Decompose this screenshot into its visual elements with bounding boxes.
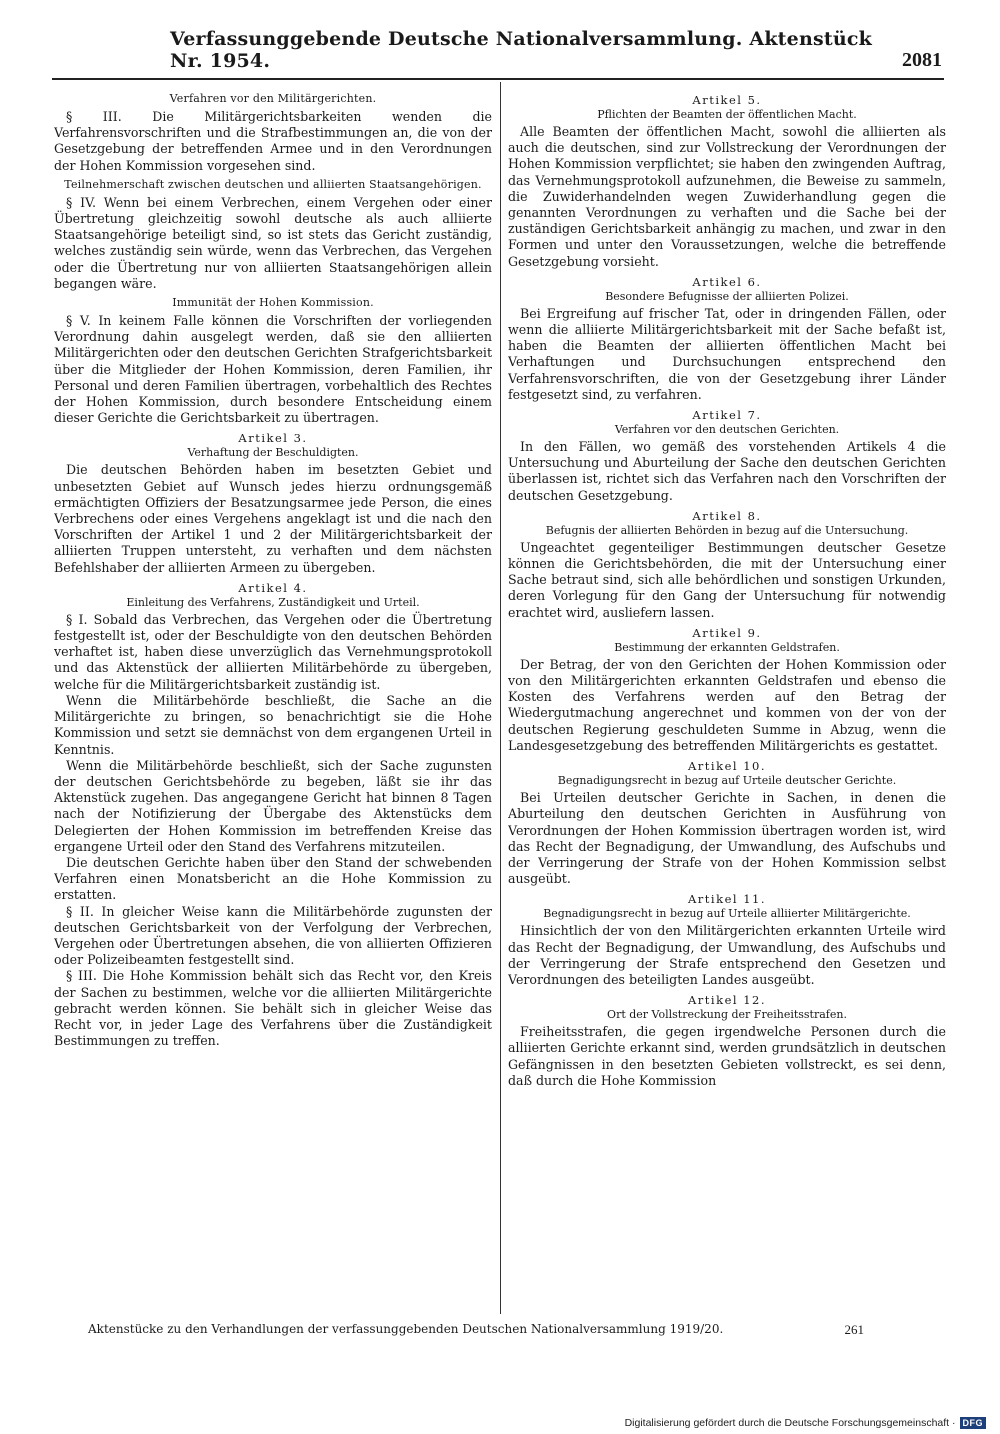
article-heading: Artikel 11. — [688, 892, 766, 907]
credit-text: Digitalisierung gefördert durch die Deutsche Forschungsgemeinschaft · — [624, 1417, 956, 1429]
article-heading: Artikel 5. — [692, 93, 762, 107]
paragraph: Wenn die Militärbehörde beschließt, die Sache an die Militärgerichte zu bringen, so benachrichtigt sie die Hohe Kommission und setzt sie demnächst von dem ergangenen Urteil in Kenntnis. — [54, 692, 492, 757]
paragraph: § V. In keinem Falle können die Vorschriften der vorliegenden Verordnung dahin ausgelegt werden, daß sie den alliierten Militärgerichten oder den deutschen Gerichten Strafgerichtsbarkeit über die Mitglieder der Hohen Kommission, deren Familien, ihr Personal und deren Familien übertragen, vorbehaltlich des Rechtes der Hohen Kommission, durch besondere Entscheidung einem dieser Gerichte die Gerichtsbarkeit zu übertragen. — [54, 313, 492, 426]
paragraph: Freiheitsstrafen, die gegen irgendwelche Personen durch die alliierten Gerichte erkannt sind, werden grundsätzlich in deutschen Gefängnissen in den besetzten Gebieten vollstreckt, es sei denn, daß durch die Hohe Kommission — [508, 1024, 946, 1088]
paragraph: Alle Beamten der öffentlichen Macht, sowohl die alliierten als auch die deutschen, sind zur Vollstreckung der Verordnungen der Hohen Kommission verpflichtet; sie haben den zwingenden Auftrag, das Vernehmungsprotokoll aufzunehmen, die Beweise zu sammeln, die Zuwiderhandelnden wegen Zuwiderhandlung gegen die genannten Verordnungen zu verhaften und die Sache bei der zuständigen Gerichtsbarkeit anhängig zu machen, und zwar in den Formen und unter den Voraussetzungen, welche die betreffende Gesetzgebung vorsieht. — [508, 124, 946, 269]
article-heading: Artikel 3. — [238, 431, 308, 446]
article-subheading: Begnadigungsrecht in bezug auf Urteile deutscher Gerichte. — [557, 774, 897, 788]
article-subheading: Verfahren vor den deutschen Gerichten. — [614, 423, 840, 437]
paragraph: Der Betrag, der von den Gerichten der Hohen Kommission oder von den Militärgerichten erkannten Geldstrafen und ebenso die Kosten des Verfahrens werden auf den Betrag der Wiedergutmachung angerechnet und kommen von der von der deutschen Regierung geschuldeten Summe in Abzug, wenn die Landesgesetzgebung des betreffenden Militärgerichts es gestattet. — [508, 656, 946, 753]
article-heading: Artikel 10. — [688, 759, 766, 774]
article-subheading: Verhaftung der Beschuldigten. — [187, 446, 359, 460]
paragraph: In den Fällen, wo gemäß des vorstehenden Artikels 4 die Untersuchung und Aburteilung der Sache den deutschen Gerichten überlassen ist, richtet sich das Verfahren nach den Vorschriften der deutschen Gesetzgebung. — [508, 439, 946, 503]
footer-text: Aktenstücke zu den Verhandlungen der verfassunggebenden Deutschen Nationalversammlung 1919/20. — [88, 1322, 724, 1336]
paragraph: Hinsichtlich der von den Militärgerichten erkannten Urteile wird das Recht der Begnadigung, der Umwandlung, des Aufschubs und der Verringerung der Strafe entsprechend den Gesetzen und Verordnungen des beteiligten Landes ausgeübt. — [508, 923, 946, 987]
paragraph: Die deutschen Gerichte haben über den Stand der schwebenden Verfahren einen Monatsbericht an die Hohe Kommission zu erstatten. — [54, 854, 492, 903]
article-subheading: Befugnis der alliierten Behörden in bezug auf die Untersuchung. — [545, 523, 909, 537]
article-heading: Artikel 9. — [692, 625, 762, 640]
paragraph: § I. Sobald das Verbrechen, das Vergehen oder die Übertretung festgestellt ist, oder der Beschuldigte von den deutschen Behörden verhaftet ist, haben diese unverzüglich das Vernehmungsprotokoll und das Aktenstück der alliierten Militärbehörde zu übergeben, welche für die Militärgerichtsbarkeit zuständig ist. — [54, 611, 492, 692]
header-rule — [52, 78, 944, 80]
article-subheading: Einleitung des Verfahrens, Zuständigkeit und Urteil. — [126, 595, 420, 609]
article-heading: Artikel 8. — [692, 508, 762, 523]
digitization-credit — [625, 1416, 986, 1430]
paragraph: Bei Urteilen deutscher Gerichte in Sachen, in denen die Aburteilung den deutschen Gerichten in Ausführung von Verordnungen der Hohen Kommission übertragen worden ist, wird das Recht der Begnadigung, der Umwandlung, des Aufschubs und der Verringerung der Strafe von der Hohen Kommission selbst ausgeübt. — [508, 790, 946, 887]
article-subheading: Bestimmung der erkannten Geldstrafen. — [614, 640, 840, 654]
article-subheading: Begnadigungsrecht in bezug auf Urteile alliierter Militärgerichte. — [543, 907, 911, 921]
article-heading: Artikel 12. — [688, 993, 766, 1008]
paragraph: § III. Die Militärgerichtsbarkeiten wenden die Verfahrensvorschriften und die Strafbestimmungen an, die von der Gesetzgebung der betreffenden Armee und in den Verordnungen der Hohen Kommission vorgesehen sind. — [54, 109, 492, 173]
paragraph: Die deutschen Behörden haben im besetzten Gebiet und unbesetzten Gebiet auf Wunsch jedes hierzu ordnungsgemäß ermächtigten Offiziers der Besatzungsarmee jede Person, die eines Verbrechens oder eines Vergehens angeklagt ist und die nach den Vorschriften der Artikel 1 und 2 der Militärgerichtsbarkeit der alliierten Truppen untersteht, zu verhaften und dem nächsten Befehlshaber der alliierten Armeen zu übergeben. — [54, 462, 492, 575]
article-heading: Artikel 6. — [692, 274, 762, 289]
article-heading: Artikel 7. — [692, 408, 762, 423]
page-header — [170, 28, 942, 72]
header-title: Verfassunggebende Deutsche Nationalversammlung. Aktenstück Nr. 1954. — [170, 28, 872, 72]
paragraph: § III. Die Hohe Kommission behält sich das Recht vor, den Kreis der Sachen zu bestimmen, welche vor die alliierten Militärgerichte gebracht werden können. Sie behält sich in gleicher Weise das Recht vor, in jeder Lage des Verfahrens über die Zuständigkeit Bestimmungen zu treffen. — [54, 968, 492, 1049]
article-subheading: Besondere Befugnisse der alliierten Polizei. — [605, 289, 849, 303]
paragraph: § II. In gleicher Weise kann die Militärbehörde zugunsten der deutschen Gerichtsbarkeit von der Verfolgung der Verbrechen, Vergehen oder Übertretungen absehen, die von alliierten Offizieren oder Polizeibeamten festgestellt sind. — [54, 903, 492, 968]
paragraph: Wenn die Militärbehörde beschließt, sich der Sache zugunsten der deutschen Gerichtsbehörde zu begeben, läßt sie ihr das Aktenstück zugehen. Das angegangene Gericht hat binnen 8 Tagen nach der Notifizierung der Übergabe des Aktenstücks dem Delegierten der Hohen Kommission im betreffenden Kreise das ergangene Urteil oder den Stand des Verfahrens mitzuteilen. — [54, 757, 492, 854]
right-column — [508, 88, 946, 1316]
paragraph: Ungeachtet gegenteiliger Bestimmungen deutscher Gesetze können die Gerichtsbehörden, die mit der Untersuchung einer Sache betraut sind, sich alle behördlichen und sonstigen Urkunden, deren Vorlegung für den Gang der Untersuchung für notwendig erachtet wird, ausliefern lassen. — [508, 539, 946, 620]
left-column — [54, 88, 492, 1316]
dfg-logo: DFG — [960, 1417, 987, 1429]
column-divider — [500, 82, 501, 1314]
header-page-number: 2081 — [902, 49, 942, 71]
section-heading: Immunität der Hohen Kommission. — [172, 296, 374, 310]
article-heading: Artikel 4. — [238, 580, 308, 595]
paragraph: § IV. Wenn bei einem Verbrechen, einem Vergehen oder einer Übertretung gleichzeitig sowohl deutsche als auch alliierte Staatsangehörige beteiligt sind, so ist stets das Gericht zuständig, welches zuständig sein würde, wenn das Verbrechen, das Vergehen oder die Übertretung nur von alliierten Staatsangehörigen allein begangen wäre. — [54, 194, 492, 291]
article-subheading: Ort der Vollstreckung der Freiheitsstrafen. — [607, 1008, 847, 1022]
article-subheading: Pflichten der Beamten der öffentlichen Macht. — [597, 108, 857, 121]
footer-page-number: 261 — [844, 1322, 864, 1337]
section-heading: Teilnehmerschaft zwischen deutschen und alliierten Staatsangehörigen. — [64, 177, 482, 191]
paragraph: Bei Ergreifung auf frischer Tat, oder in dringenden Fällen, oder wenn die alliierte Militärgerichtsbarkeit mit der Sache befaßt ist, haben die Beamten der alliierten öffentlichen Macht bei Verhaftungen und Durchsuchungen entsprechend den Verfahrensvorschriften, die von der Gesetzgebung ihrer Länder festgesetzt sind, zu verfahren. — [508, 305, 946, 402]
section-heading: Verfahren vor den Militärgerichten. — [169, 92, 377, 105]
page-footer — [88, 1322, 888, 1342]
